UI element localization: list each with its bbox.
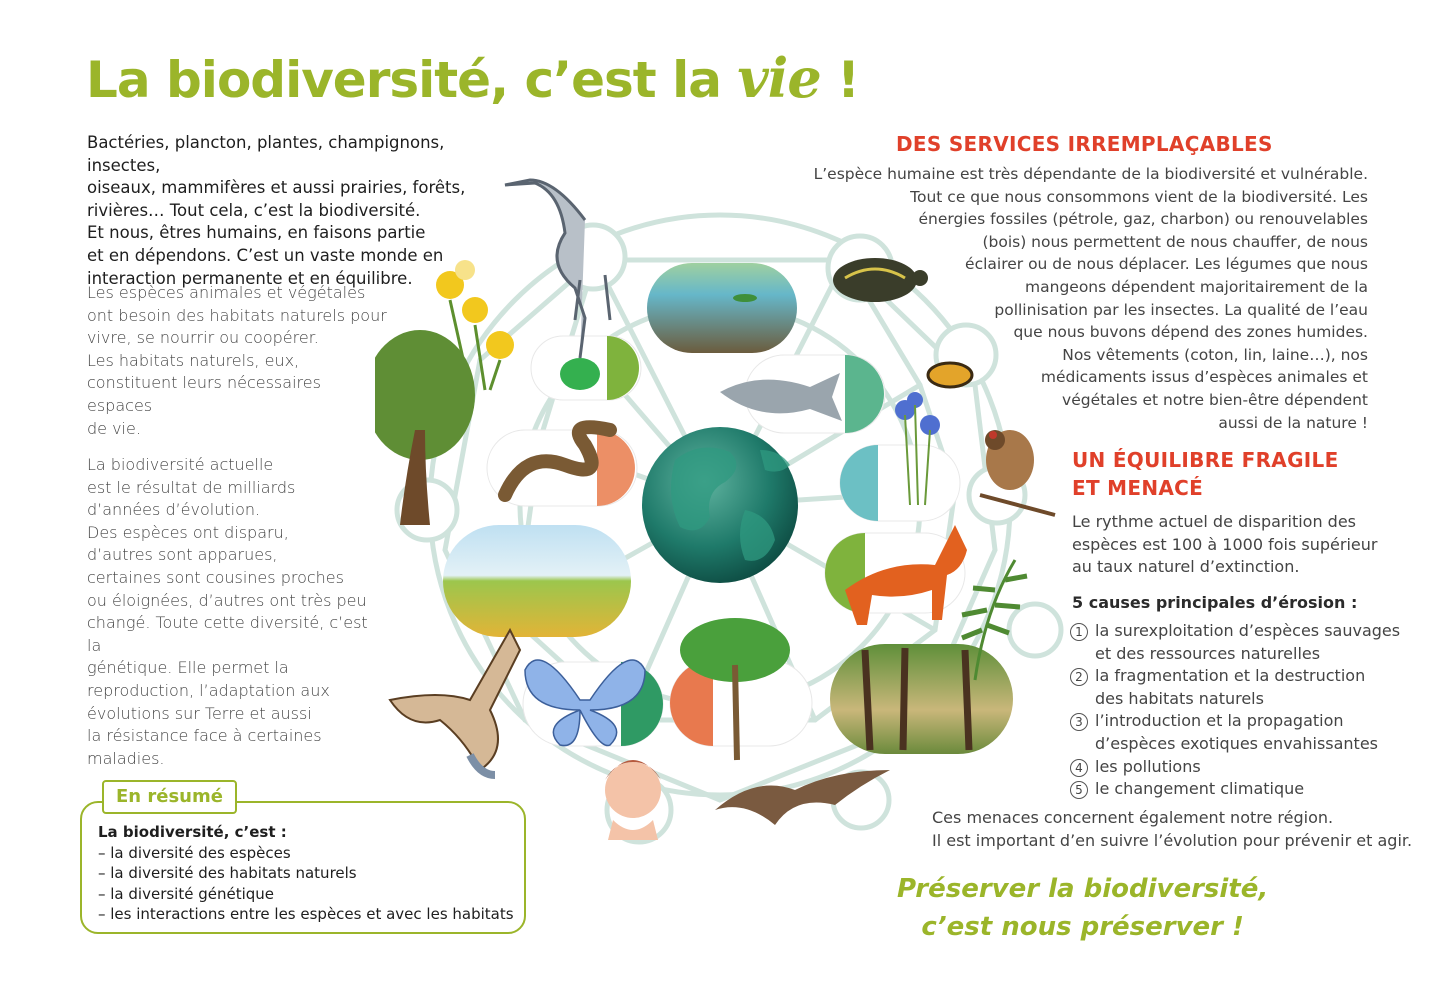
fragile-heading: UN ÉQUILIBRE FRAGILE ET MENACÉ — [1072, 448, 1339, 500]
causes-heading: 5 causes principales d’érosion : — [1072, 593, 1358, 612]
list-item: 1 la surexploitation d’espèces sauvages et des ressources naturelles — [1068, 620, 1400, 665]
services-heading: DES SERVICES IRREMPLAÇABLES — [896, 132, 1273, 156]
slogan: Préserver la biodiversité, c’est nous préserver ! — [897, 874, 1269, 942]
page-title: La biodiversité, c’est la vie ! — [86, 46, 859, 110]
causes-list — [1068, 620, 1400, 801]
intro-text: Bactéries, plancton, plantes, champignons, insectes, oiseaux, mammifères et aussi prairies, forêts, rivières… Tout cela, c’est la biodiversité. Et nous, êtres humains, en faisons partie et en dépendons. C’est un vaste monde en interaction permanente et en équilibre. — [87, 133, 466, 288]
list-item: 4 les pollutions — [1068, 756, 1400, 779]
list-item: 3 l’introduction et la propagation d’espèces exotiques envahissantes — [1068, 710, 1400, 755]
list-item: 5 le changement climatique — [1068, 778, 1400, 801]
threats-text: Ces menaces concernent également notre région. Il est important d’en suivre l’évolution pour prévenir et agir. — [932, 808, 1413, 850]
extinction-rate-text: Le rythme actuel de disparition des espèces est 100 à 1000 fois supérieur au taux naturel d’extinction. — [1072, 512, 1378, 577]
summary-tag: En résumé — [102, 780, 237, 814]
summary-content: La biodiversité, c’est : – la diversité des espèces – la diversité des habitats naturels – la diversité génétique – les interactions entre les espèces et avec les habitats — [98, 823, 514, 924]
services-text: L’espèce humaine est très dépendante de la biodiversité et vulnérable. Tout ce que nous consommons vient de la biodiversité. Les énergies fossiles (pétrole, gaz, charbon) ou renouvelables (bois) nous permettent de nous chauffer, de nous éclairer ou de nous déplacer. Les légumes que nous mangeons dépendent majoritairement de la pollinisation par les insectes. La qualité de l’eau que nous buvons dépend des zones humides. Nos vêtements (coton, lin, laine…), nos médicaments issus d’espèces animales et végétales et notre bien-être dépendent aussi de la nature ! — [813, 165, 1368, 432]
habitats-paragraph: Les espèces animales et végétales ont besoin des habitats naturels pour vivre, se nourrir ou coopérer. Les habitats naturels, eux, constituent leurs nécessaires espaces de vie. — [87, 283, 387, 438]
genetics-paragraph: La biodiversité actuelle est le résultat de milliards d’années d’évolution. Des espèces ont disparu, d’autres sont apparues, certaines sont cousines proches ou éloignées, d’autres ont très peu changé. Toute cette diversité, c’est la génétique. Elle permet la reproduction, l’adaptation aux évolutions sur Terre et aussi la résistance face à certaines maladies. — [87, 455, 368, 768]
list-item: 2 la fragmentation et la destruction des habitats naturels — [1068, 665, 1400, 710]
